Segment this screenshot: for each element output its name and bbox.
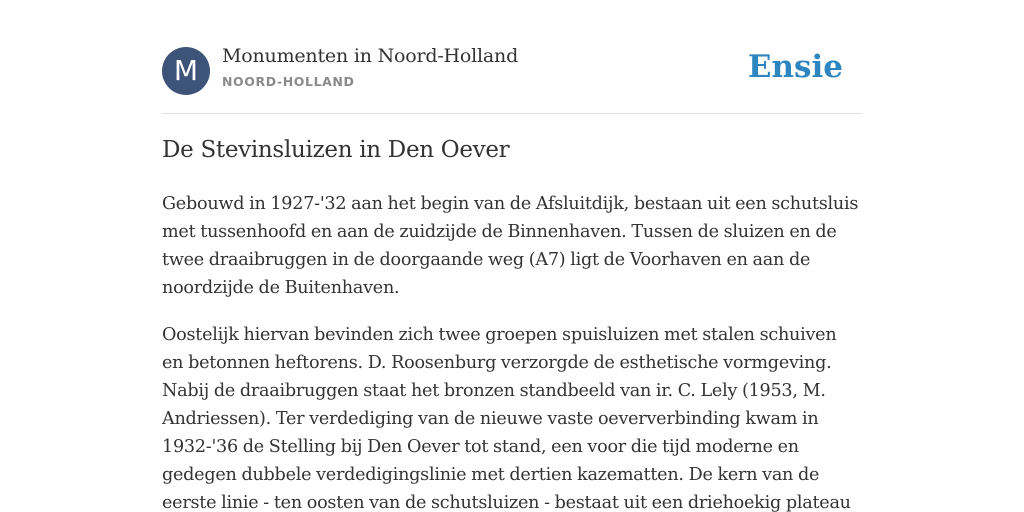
page-title: De Stevinsluizen in Den Oever xyxy=(162,137,510,163)
content-container xyxy=(162,0,862,512)
page-header xyxy=(162,0,862,114)
source-region-label[interactable]: NOORD-HOLLAND xyxy=(222,74,355,89)
source-name-link[interactable]: Monumenten in Noord-Holland xyxy=(222,45,519,67)
brand-logo[interactable]: Ensie xyxy=(747,49,843,85)
article-paragraph-2: Oostelijk hiervan bevinden zich twee groepen spuisluizen met stalen schuiven en betonnen heftorens. D. Roosenburg verzorgde de esthetische vormgeving. Nabij de draaibruggen staat het bronzen standbeeld van ir. C. Lely (1953, M. Andriessen). Ter verdediging van de nieuwe vaste oeververbinding kwam in 1932-'36 de Stelling bij Den Oever tot stand, een voor die tijd moderne en gedegen dubbele verdedigingslinie met dertien kazematten. De kern van de eerste linie - ten oosten van de schutsluizen - bestaat uit een driehoekig plateau xyxy=(162,325,851,512)
avatar[interactable]: M xyxy=(162,47,210,95)
article-paragraph-1: Gebouwd in 1927-'32 aan het begin van de Afsluitdijk, bestaan uit een schutsluis met tussenhoofd en aan de zuidzijde de Binnenhaven. Tussen de sluizen en de twee draaibruggen in de doorgaande weg (A7) ligt de Voorhaven en aan de noordzijde de Buitenhaven. xyxy=(162,194,859,298)
